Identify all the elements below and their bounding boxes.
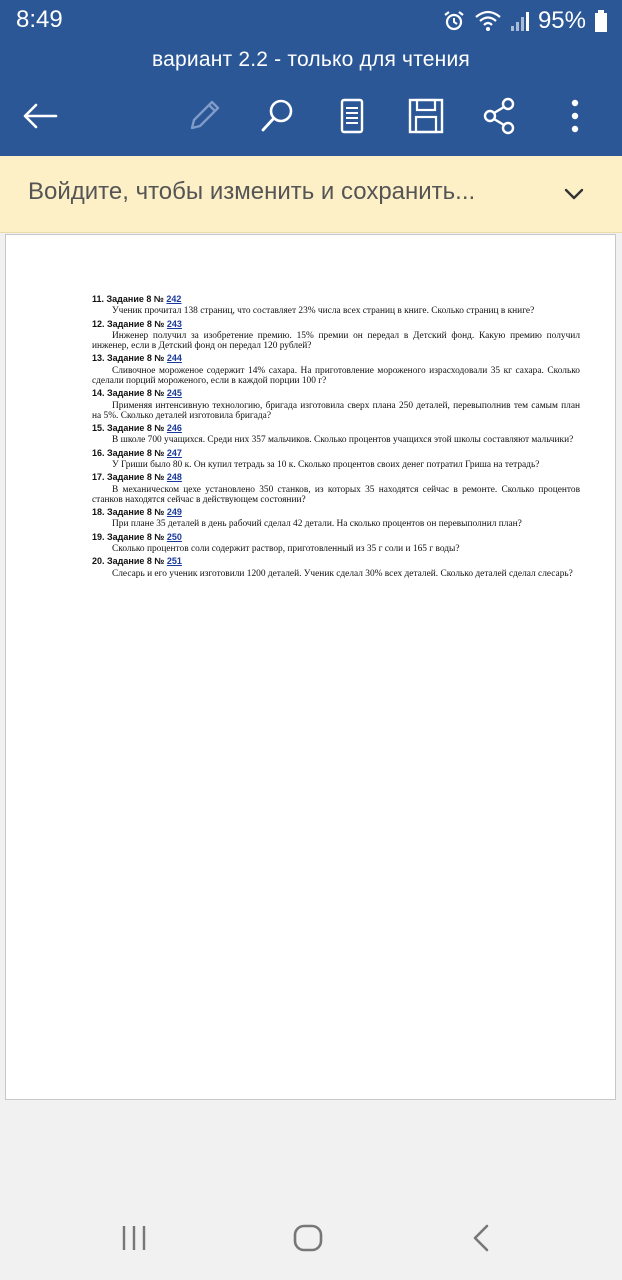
task-heading <box>92 471 580 483</box>
task-number: 16. <box>92 447 105 458</box>
task-link[interactable]: 251 <box>166 556 182 567</box>
task-link[interactable]: 244 <box>166 353 182 364</box>
task-number: 12. <box>92 318 105 329</box>
task-heading <box>92 318 580 330</box>
edit-pencil-icon[interactable] <box>184 96 224 136</box>
system-nav-bar <box>0 1196 622 1280</box>
document-content <box>92 293 580 580</box>
task-label: Задание 8 № <box>106 294 164 304</box>
task-label: Задание 8 № <box>107 318 165 329</box>
status-time: 8:49 <box>16 6 63 33</box>
document-page <box>5 234 616 1100</box>
wifi-icon <box>474 9 502 33</box>
task-heading <box>92 531 580 543</box>
task-link[interactable]: 242 <box>166 294 182 304</box>
app-toolbar <box>0 40 622 156</box>
signal-icon <box>510 10 530 32</box>
banner-text: Войдите, чтобы изменить и сохранить... <box>28 178 476 205</box>
battery-icon <box>594 9 608 33</box>
task-number: 20. <box>92 556 105 567</box>
task-link[interactable]: 250 <box>166 531 182 542</box>
more-options-icon[interactable] <box>555 96 595 136</box>
task-number: 11. <box>92 294 105 304</box>
task-text: Слесарь и его ученик изготовили 1200 деталей. Ученик сделал 30% всех деталей. Сколько деталей сделал слесарь? <box>112 568 573 579</box>
back-nav-icon[interactable] <box>466 1222 498 1254</box>
home-icon[interactable] <box>292 1222 324 1254</box>
task-label: Задание 8 № <box>107 531 165 542</box>
task-label: Задание 8 № <box>107 353 165 364</box>
task-text: При плане 35 деталей в день рабочий сделал 42 детали. На сколько процентов он перевыполнил план? <box>112 519 522 530</box>
alarm-icon <box>442 9 466 33</box>
task-text: Сколько процентов соли содержит раствор, приготовленный из 35 г соли и 165 г воды? <box>112 544 460 555</box>
share-icon[interactable] <box>480 96 520 136</box>
status-bar <box>0 0 622 40</box>
task-text: Применяя интенсивную технологию, бригада изготовила сверх плана 250 деталей, перевыполнив тем самым план на 5%. Сколько деталей изготовила бригада? <box>92 400 580 421</box>
task-text: Сливочное мороженое содержит 14% сахара. На приготовление мороженого израсходовали 35 кг сахара. Сколько сделали порций мороженого, если в каждой порции 100 г? <box>92 365 580 387</box>
task-label: Задание 8 № <box>107 507 165 518</box>
task-number: 18. <box>92 507 105 518</box>
task-link[interactable]: 247 <box>166 447 182 458</box>
recent-apps-icon[interactable] <box>118 1222 150 1254</box>
task-heading <box>92 506 580 518</box>
task-heading <box>92 422 580 434</box>
task-number: 14. <box>92 388 105 399</box>
task-text: Ученик прочитал 138 страниц, что составляет 23% числа всех страниц в книге. Сколько страниц в книге? <box>112 306 535 317</box>
task-text: В механическом цехе установлено 350 станков, из которых 35 находятся сейчас в ремонте. Сколько процентов станков находятся сейчас в действующем состоянии? <box>92 484 580 505</box>
task-label: Задание 8 № <box>107 388 165 399</box>
task-heading <box>92 293 580 305</box>
task-label: Задание 8 № <box>107 447 165 458</box>
task-link[interactable]: 248 <box>166 472 182 483</box>
task-number: 17. <box>92 472 105 483</box>
sign-in-banner[interactable] <box>0 156 622 233</box>
task-label: Задание 8 № <box>107 423 165 434</box>
task-text: Инженер получил за изобретение премию. 15% премии он передал в Детский фонд. Какую премию получил инженер, если в Детский фонд он передал 120 рублей? <box>92 331 580 352</box>
task-heading <box>92 447 580 459</box>
task-text: У Гриши было 80 к. Он купил тетрадь за 10 к. Сколько процентов своих денег потратил Гриша на тетрадь? <box>112 460 540 471</box>
document-title: вариант 2.2 - только для чтения <box>152 48 470 71</box>
back-arrow-icon[interactable] <box>20 96 60 136</box>
task-label: Задание 8 № <box>107 556 165 567</box>
task-heading <box>92 387 580 399</box>
task-heading <box>92 555 580 567</box>
task-number: 19. <box>92 531 105 542</box>
task-heading <box>92 352 580 364</box>
task-link[interactable]: 245 <box>166 388 182 399</box>
task-text: В школе 700 учащихся. Среди них 357 мальчиков. Сколько процентов учащихся этой школы составляют мальчики? <box>112 435 574 446</box>
task-link[interactable]: 243 <box>166 318 182 329</box>
battery-percent: 95% <box>537 7 586 34</box>
save-icon[interactable] <box>406 96 446 136</box>
task-number: 13. <box>92 353 105 364</box>
task-link[interactable]: 246 <box>166 423 182 434</box>
task-number: 15. <box>92 423 105 434</box>
task-label: Задание 8 № <box>107 472 165 483</box>
status-icons <box>442 6 608 36</box>
task-link[interactable]: 249 <box>166 507 182 518</box>
search-icon[interactable] <box>258 96 298 136</box>
chevron-down-icon[interactable] <box>562 182 586 206</box>
reading-view-icon[interactable] <box>332 96 372 136</box>
